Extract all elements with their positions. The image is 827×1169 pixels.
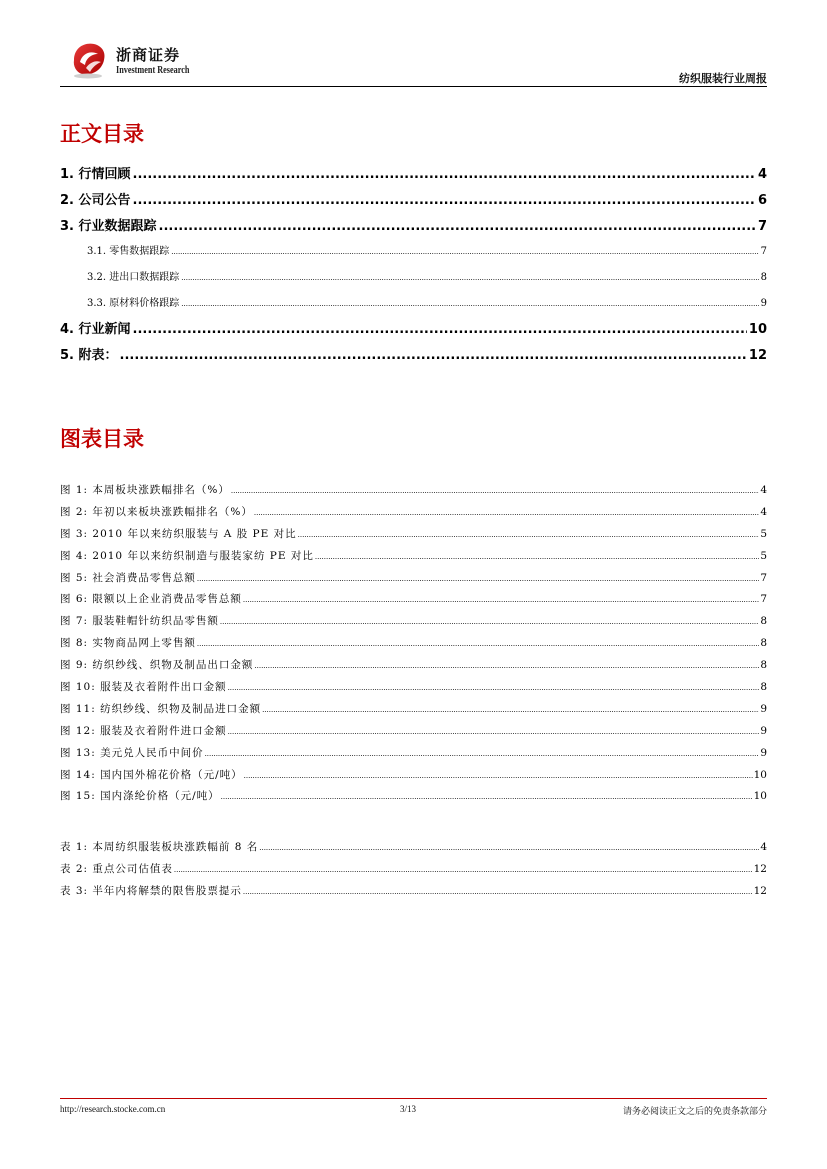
entry-label: 2. 公司公告 bbox=[60, 192, 131, 208]
toc-subentry[interactable] bbox=[60, 265, 767, 291]
entry-label: 图 10: 服装及衣着附件出口金额 bbox=[60, 681, 227, 694]
figure-entry[interactable] bbox=[60, 524, 767, 546]
entry-label: 表 1: 本周纺织服装板块涨跌幅前 8 名 bbox=[60, 841, 259, 853]
figure-entry[interactable] bbox=[60, 655, 767, 677]
entry-page-number: 4 bbox=[760, 841, 767, 853]
entry-label: 图 6: 限额以上企业消费品零售总额 bbox=[60, 593, 242, 606]
dot-leader bbox=[181, 266, 758, 291]
figure-list bbox=[60, 480, 767, 808]
entry-label: 图 8: 实物商品网上零售额 bbox=[60, 637, 196, 650]
dot-leader bbox=[298, 525, 760, 546]
entry-page-number: 12 bbox=[753, 862, 767, 875]
entry-page-number: 12 bbox=[753, 884, 767, 897]
table-list bbox=[60, 837, 767, 903]
entry-label: 3.3. 原材料价格跟踪 bbox=[87, 297, 180, 309]
dot-leader bbox=[205, 744, 760, 765]
entry-page-number: 6 bbox=[757, 192, 767, 208]
toc-entry[interactable] bbox=[60, 162, 767, 188]
toc-entry[interactable] bbox=[60, 188, 767, 214]
footer-disclaimer-note: 请务必阅读正文之后的免责条款部分 bbox=[622, 1107, 767, 1117]
entry-page-number: 10 bbox=[748, 321, 767, 337]
figure-entry[interactable] bbox=[60, 546, 767, 568]
entry-label: 图 2: 年初以来板块涨跌幅排名（%） bbox=[60, 505, 253, 518]
figure-entry[interactable] bbox=[60, 786, 767, 808]
entry-label: 图 7: 服装鞋帽针纺织品零售额 bbox=[60, 615, 219, 628]
figure-entry[interactable] bbox=[60, 568, 767, 590]
figure-list-title: 图表目录 bbox=[60, 427, 144, 451]
entry-page-number: 8 bbox=[760, 615, 767, 628]
entry-page-number: 8 bbox=[760, 272, 767, 284]
dot-leader bbox=[228, 722, 760, 743]
entry-page-number: 9 bbox=[760, 724, 767, 737]
dot-leader bbox=[133, 162, 756, 188]
entry-page-number: 9 bbox=[760, 702, 767, 715]
dot-leader bbox=[133, 188, 756, 214]
entry-page-number: 4 bbox=[760, 505, 767, 518]
footer-url[interactable]: http://research.stocke.com.cn bbox=[60, 1104, 166, 1114]
figure-entry[interactable] bbox=[60, 743, 767, 765]
dot-leader bbox=[133, 317, 747, 343]
dot-leader bbox=[228, 678, 760, 699]
entry-page-number: 12 bbox=[748, 347, 767, 363]
report-type: 纺织服装行业周报 bbox=[679, 72, 767, 85]
figure-entry[interactable] bbox=[60, 589, 767, 611]
dot-leader bbox=[120, 343, 747, 369]
entry-page-number: 5 bbox=[760, 527, 767, 540]
entry-label: 3.2. 进出口数据跟踪 bbox=[87, 272, 180, 284]
entry-label: 图 3: 2010 年以来纺织服装与 A 股 PE 对比 bbox=[60, 527, 297, 540]
entry-label: 图 13: 美元兑人民币中间价 bbox=[60, 746, 204, 759]
dot-leader bbox=[231, 481, 759, 502]
figure-entry[interactable] bbox=[60, 677, 767, 699]
entry-label: 图 1: 本周板块涨跌幅排名（%） bbox=[60, 484, 230, 496]
entry-page-number: 4 bbox=[760, 484, 767, 496]
toc-entry[interactable] bbox=[60, 214, 767, 240]
entry-page-number: 7 bbox=[757, 218, 767, 234]
dot-leader bbox=[197, 634, 759, 655]
dot-leader bbox=[181, 292, 758, 317]
dot-leader bbox=[221, 787, 753, 808]
footer-divider bbox=[60, 1098, 767, 1099]
figure-entry[interactable] bbox=[60, 611, 767, 633]
dot-leader bbox=[174, 860, 753, 881]
entry-page-number: 10 bbox=[753, 790, 767, 803]
figure-entry[interactable] bbox=[60, 502, 767, 524]
entry-label: 图 4: 2010 年以来纺织制造与服装家纺 PE 对比 bbox=[60, 549, 314, 562]
header-divider bbox=[60, 86, 767, 87]
toc-title: 正文目录 bbox=[60, 122, 144, 146]
entry-page-number: 10 bbox=[753, 768, 767, 781]
entry-page-number: 4 bbox=[757, 167, 767, 182]
entry-page-number: 7 bbox=[760, 571, 767, 584]
dot-leader bbox=[243, 882, 753, 903]
figure-entry[interactable] bbox=[60, 633, 767, 655]
entry-label: 1. 行情回顾 bbox=[60, 167, 131, 182]
zheshang-logo-icon bbox=[68, 38, 110, 80]
entry-label: 图 11: 纺织纱线、织物及制品进口金额 bbox=[60, 702, 262, 715]
entry-page-number: 5 bbox=[760, 549, 767, 562]
entry-label: 图 9: 纺织纱线、织物及制品出口金额 bbox=[60, 659, 254, 672]
figure-entry[interactable] bbox=[60, 721, 767, 743]
toc-subentry[interactable] bbox=[60, 291, 767, 317]
figure-entry[interactable] bbox=[60, 699, 767, 721]
dot-leader bbox=[262, 700, 759, 721]
entry-label: 图 15: 国内涤纶价格（元/吨） bbox=[60, 790, 220, 803]
entry-label: 3.1. 零售数据跟踪 bbox=[87, 246, 170, 258]
dot-leader bbox=[220, 612, 759, 633]
dot-leader bbox=[171, 240, 758, 265]
entry-label: 图 5: 社会消费品零售总额 bbox=[60, 571, 196, 584]
dot-leader bbox=[259, 838, 759, 859]
entry-label: 表 2: 重点公司估值表 bbox=[60, 862, 173, 875]
entry-label: 表 3: 半年内将解禁的限售股票提示 bbox=[60, 884, 242, 897]
dot-leader bbox=[243, 590, 759, 611]
entry-label: 3. 行业数据跟踪 bbox=[60, 218, 157, 234]
dot-leader bbox=[244, 766, 753, 787]
dot-leader bbox=[315, 547, 759, 568]
entry-label: 5. 附表： bbox=[60, 347, 118, 363]
dot-leader bbox=[159, 214, 756, 240]
table-entry[interactable] bbox=[60, 859, 767, 881]
table-entry[interactable] bbox=[60, 881, 767, 903]
figure-entry[interactable] bbox=[60, 765, 767, 787]
entry-page-number: 8 bbox=[760, 659, 767, 672]
dot-leader bbox=[254, 656, 759, 677]
table-of-contents bbox=[60, 162, 767, 368]
toc-subentry[interactable] bbox=[60, 239, 767, 265]
entry-label: 图 12: 服装及衣着附件进口金额 bbox=[60, 724, 227, 737]
entry-page-number: 9 bbox=[760, 297, 767, 309]
table-entry[interactable] bbox=[60, 837, 767, 859]
entry-page-number: 7 bbox=[760, 246, 767, 258]
entry-label: 图 14: 国内国外棉花价格（元/吨） bbox=[60, 768, 243, 781]
dot-leader bbox=[197, 569, 759, 590]
entry-page-number: 8 bbox=[760, 681, 767, 694]
page-header bbox=[60, 38, 767, 88]
footer-page-number: 3/13 bbox=[400, 1104, 417, 1114]
toc-entry[interactable] bbox=[60, 317, 767, 343]
brand-name: 浙商证券 bbox=[116, 46, 181, 64]
entry-label: 4. 行业新闻 bbox=[60, 321, 131, 337]
dot-leader bbox=[254, 503, 759, 524]
entry-page-number: 9 bbox=[760, 746, 767, 759]
figure-entry[interactable] bbox=[60, 480, 767, 502]
toc-entry[interactable] bbox=[60, 343, 767, 369]
brand-subtitle: Investment Research bbox=[116, 65, 190, 76]
entry-page-number: 7 bbox=[760, 593, 767, 606]
entry-page-number: 8 bbox=[760, 637, 767, 650]
